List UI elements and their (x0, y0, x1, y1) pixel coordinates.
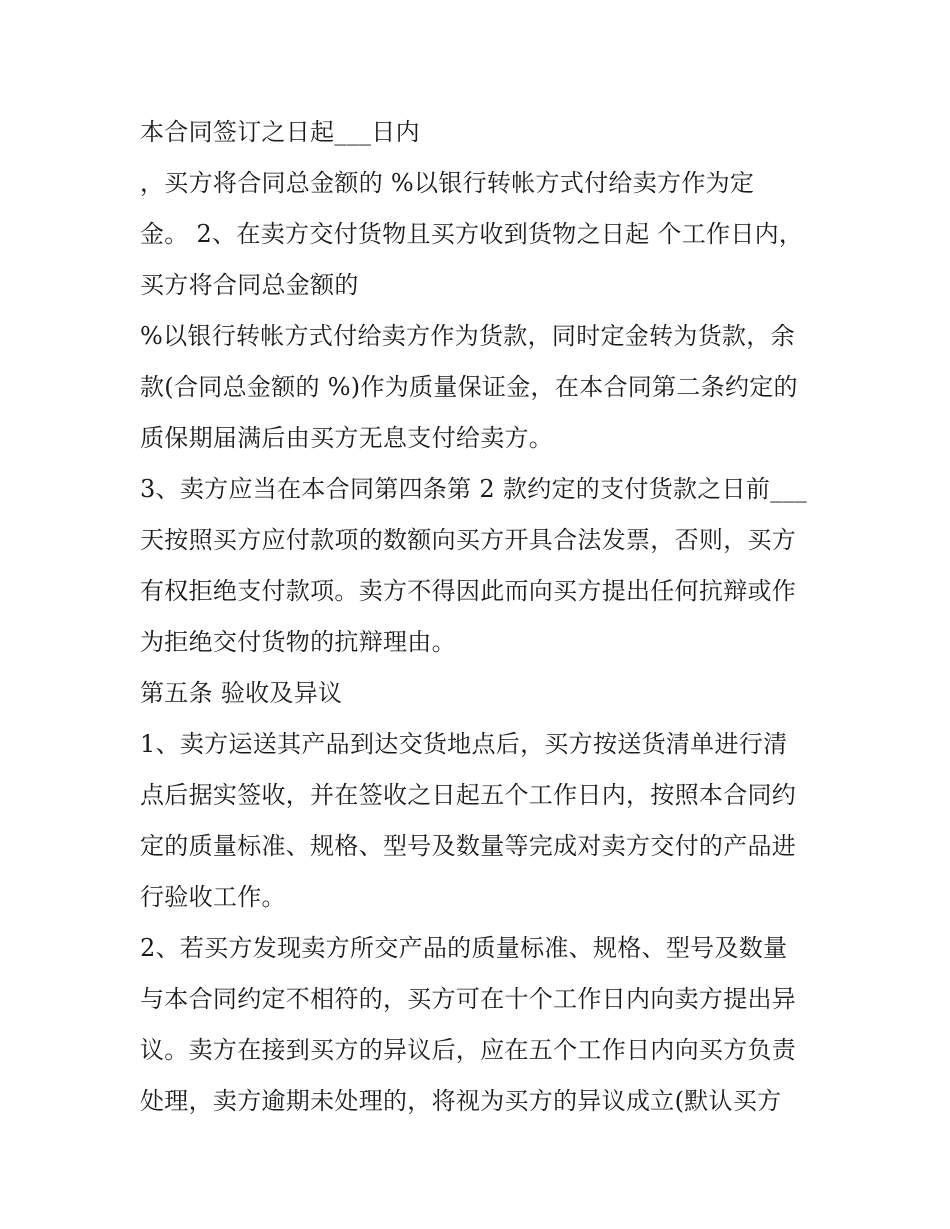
text-line: 2、若买方发现卖方所交产品的质量标准、规格、型号及数量 (140, 934, 788, 962)
text-line: 本合同签订之日起___日内 (140, 118, 420, 146)
document-page (140, 107, 820, 1127)
text-line: 1、卖方运送其产品到达交货地点后，买方按送货清单进行清 (140, 730, 788, 758)
text-line: 点后据实签收，并在签收之日起五个工作日内，按照本合同约 (140, 781, 797, 809)
text-line: 议。卖方在接到买方的异议后，应在五个工作日内向买方负责 (140, 1036, 797, 1064)
text-line: 款(合同总金额的 %)作为质量保证金，在本合同第二条约定的 (140, 373, 798, 401)
text-line: 行验收工作。 (140, 883, 286, 911)
text-line: 处理，卖方逾期未处理的，将视为买方的异议成立(默认买方 (140, 1087, 782, 1115)
text-line: 为拒绝交付货物的抗辩理由。 (140, 628, 456, 656)
text-line: 定的质量标准、规格、型号及数量等完成对卖方交付的产品进 (140, 832, 797, 860)
text-line: 买方将合同总金额的 (140, 271, 359, 299)
text-line: 金。 2、在卖方交付货物且买方收到货物之日起 个工作日内， (140, 220, 804, 248)
text-line: ，买方将合同总金额的 %以银行转帐方式付给卖方作为定 (140, 169, 755, 197)
text-line: 有权拒绝支付款项。卖方不得因此而向买方提出任何抗辩或作 (140, 577, 797, 605)
text-line: %以银行转帐方式付给卖方作为货款，同时定金转为货款，余 (140, 322, 795, 350)
section-heading: 第五条 验收及异议 (140, 679, 343, 707)
text-line: 质保期届满后由买方无息支付给卖方。 (140, 424, 554, 452)
text-line: 天按照买方应付款项的数额向买方开具合法发票，否则，买方 (140, 526, 797, 554)
text-line: 3、卖方应当在本合同第四条第 2 款约定的支付货款之日前___ (140, 475, 808, 503)
text-line: 与本合同约定不相符的，买方可在十个工作日内向卖方提出异 (140, 985, 797, 1013)
